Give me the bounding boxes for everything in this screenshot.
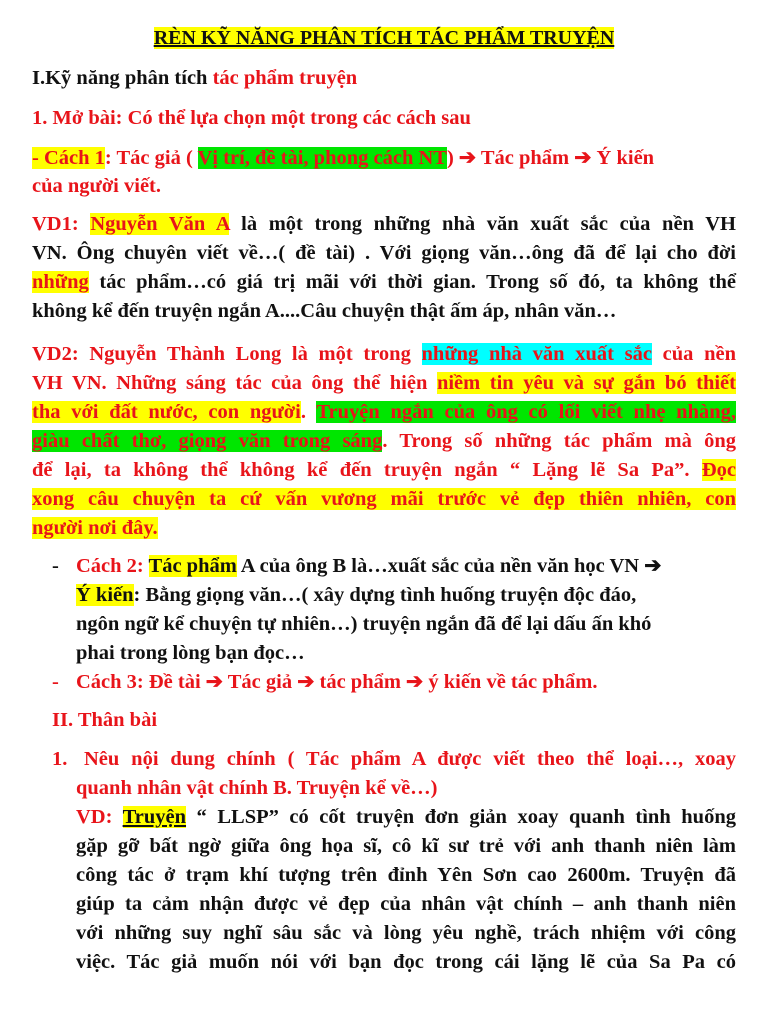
p1-line-1: Nêu nội dung chính ( Tác phẩm A được viết theo thể loại…, xoay <box>84 748 737 770</box>
mo-bai-heading: 1. Mở bài: Có thể lựa chọn một trong các cách sau <box>32 107 471 129</box>
cach2-line-4: phai trong lòng bạn đọc… <box>76 642 305 664</box>
page-title: RÈN KỸ NĂNG PHÂN TÍCH TÁC PHẨM TRUYỆN <box>153 27 615 49</box>
p1-line-3: VD: Truyện “ LLSP” có cốt truyện đơn giản xoay quanh tình huống <box>76 806 736 828</box>
vd2-line-7: người nơi đây. <box>32 517 158 539</box>
cach2-line-2: Ý kiến: Bằng giọng văn…( xây dựng tình huống truyện độc đáo, <box>76 584 637 606</box>
cach1-line-1: - Cách 1: Tác giả ( Vị trí, đề tài, phong cách NT) ➔ Tác phẩm ➔ Ý kiến <box>32 147 655 169</box>
vd2-line-1: VD2: Nguyễn Thành Long là một trong những nhà văn xuất sắc của nền <box>32 343 737 365</box>
vd2-line-6: xong câu chuyện ta cứ vấn vương mãi trước vẻ đẹp thiên nhiên, con <box>32 488 736 510</box>
cach2-line-3: ngôn ngữ kể chuyện tự nhiên…) truyện ngắn đã để lại dấu ấn khó <box>76 613 652 635</box>
section-heading-2: II. Thân bài <box>52 709 158 731</box>
vd1-line-4: không kể đến truyện ngắn A....Câu chuyện thật ấm áp, nhân văn… <box>32 300 617 322</box>
p1-line-5: công tác ở trạm khí tượng trên đỉnh Yên Sơn cao 2600m. Truyện đã <box>76 864 736 886</box>
vd1-line-2: VN. Ông chuyên viết về…( đề tài) . Với giọng văn…ông đã để lại cho đời <box>32 242 736 264</box>
p1-line-2: quanh nhân vật chính B. Truyện kể về…) <box>76 777 438 799</box>
p1-line-4: gặp gỡ bất ngờ giữa ông họa sĩ, cô kĩ sư trẻ với anh thanh niên làm <box>76 835 736 857</box>
vd2-line-3: tha với đất nước, con người. Truyện ngắn của ông có lối viết nhẹ nhàng, <box>32 401 737 423</box>
cach2-bullet: - <box>52 555 59 577</box>
p1-line-8: việc. Tác giả muốn nói với bạn đọc trong cái lặng lẽ của Sa Pa có <box>76 951 736 973</box>
cach1-line-2: của người viết. <box>32 175 161 197</box>
item-number-1: 1. <box>52 748 68 770</box>
cach3-bullet: - <box>52 671 59 693</box>
cach3-line: Cách 3: Đề tài ➔ Tác giả ➔ tác phẩm ➔ ý kiến về tác phẩm. <box>76 671 598 693</box>
vd2-line-2: VH VN. Những sáng tác của ông thể hiện niềm tin yêu và sự gắn bó thiết <box>32 372 736 394</box>
vd1-line-3: những tác phẩm…có giá trị mãi với thời gian. Trong số đó, ta không thể <box>32 271 736 293</box>
p1-line-6: giúp ta cảm nhận được vẻ đẹp của nhân vật chính – anh thanh niên <box>76 893 736 915</box>
vd2-line-5: để lại, ta không thể không kể đến truyện ngắn “ Lặng lẽ Sa Pa”. Đọc <box>32 459 736 481</box>
p1-line-7: với những suy nghĩ sâu sắc và lòng yêu nghề, trách nhiệm với công <box>76 922 736 944</box>
vd2-line-4: giàu chất thơ, giọng văn trong sáng. Trong số những tác phẩm mà ông <box>32 430 736 452</box>
vd1-line-1: VD1: Nguyễn Văn A là một trong những nhà văn xuất sắc của nền VH <box>32 213 736 235</box>
cach2-line-1: Cách 2: Tác phẩm A của ông B là…xuất sắc của nền văn học VN ➔ <box>76 555 662 577</box>
section-heading-1: I.Kỹ năng phân tích tác phẩm truyện <box>32 67 358 89</box>
